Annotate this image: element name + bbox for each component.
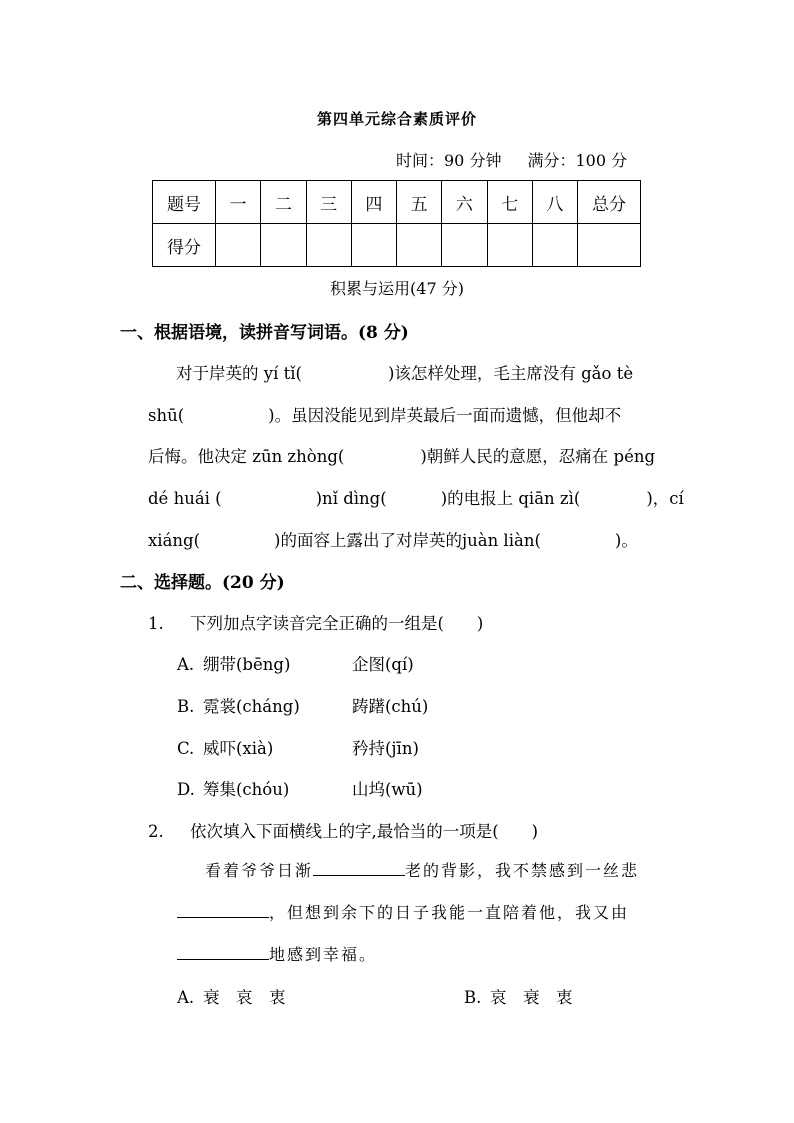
score-table-header-cell: 三 xyxy=(306,181,351,224)
passage-text: )。 xyxy=(614,531,638,550)
passage-text: )nǐ dìng( xyxy=(315,489,387,508)
passage-line-4 xyxy=(148,485,684,509)
option-word: 威吓(xià) xyxy=(203,739,274,758)
question-2 xyxy=(148,818,538,842)
q2-stem-line-1 xyxy=(205,858,639,881)
passage-text: )朝鲜人民的意愿，忍痛在 péng xyxy=(420,447,656,466)
option-label: D. xyxy=(177,780,195,799)
q2-option-a xyxy=(177,984,286,1008)
passage-text: xiáng( xyxy=(148,531,201,550)
question-number: 1. xyxy=(148,614,164,633)
score-table-header-cell: 八 xyxy=(532,181,577,224)
q2-option-b xyxy=(464,984,573,1008)
option-value: 衰 哀 衷 xyxy=(203,988,286,1007)
score-cell xyxy=(578,224,641,267)
option-b xyxy=(177,693,428,717)
option-d xyxy=(177,776,423,800)
score-table-score-row xyxy=(153,224,641,267)
passage-text: 对于岸英的 yí tǐ( xyxy=(176,364,302,383)
score-cell xyxy=(532,224,577,267)
option-value: 哀 衰 衷 xyxy=(490,988,573,1007)
score-row-label: 得分 xyxy=(153,224,216,267)
score-cell xyxy=(442,224,487,267)
full-score: 满分：100 分 xyxy=(527,151,628,170)
passage-text: )该怎样处理，毛主席没有 gǎo tè xyxy=(387,364,634,383)
question-text: 下列加点字读音完全正确的一组是( ) xyxy=(190,614,484,633)
score-table-header-cell: 五 xyxy=(397,181,442,224)
score-cell xyxy=(216,224,261,267)
section1-heading: 一、根据语境，读拼音写词语。(8 分) xyxy=(120,323,409,343)
q2-stem-line-2 xyxy=(177,900,629,923)
passage-text: )的电报上 qiān zì( xyxy=(440,489,581,508)
stem-text: 老的背影，我不禁感到一丝悲 xyxy=(405,861,640,880)
score-cell xyxy=(306,224,351,267)
option-word: 踌躇(chú) xyxy=(352,697,429,716)
score-table-header-cell: 六 xyxy=(442,181,487,224)
passage-line-2 xyxy=(148,402,621,426)
option-word: 绷带(bēng) xyxy=(203,655,291,674)
passage-text: 后悔。他决定 zūn zhòng( xyxy=(148,447,345,466)
passage-line-5 xyxy=(148,527,638,551)
option-label: A. xyxy=(177,655,195,674)
score-cell xyxy=(397,224,442,267)
score-table-header-cell: 总分 xyxy=(578,181,641,224)
score-cell xyxy=(487,224,532,267)
stem-text: ，但想到余下的日子我能一直陪着他，我又由 xyxy=(269,903,630,922)
question-number: 2. xyxy=(148,822,164,841)
score-table xyxy=(152,180,641,267)
passage-text: dé huái ( xyxy=(148,489,222,508)
option-a xyxy=(177,651,414,675)
passage-text: )的面容上露出了对岸英的juàn liàn( xyxy=(274,531,541,550)
passage-text: )，cí xyxy=(646,489,684,508)
fill-blank xyxy=(313,859,405,876)
score-table-header-cell: 二 xyxy=(261,181,306,224)
q2-stem-line-3 xyxy=(177,942,377,965)
part-title: 积累与运用(47 分) xyxy=(330,279,464,298)
passage-line-3 xyxy=(148,443,655,467)
page-title: 第四单元综合素质评价 xyxy=(316,110,477,128)
option-word: 矜持(jīn) xyxy=(352,739,419,758)
score-cell xyxy=(351,224,396,267)
option-word: 筹集(chóu) xyxy=(203,780,290,799)
score-table-header-cell: 题号 xyxy=(153,181,216,224)
option-c xyxy=(177,735,419,759)
fill-blank xyxy=(177,943,269,960)
option-label: C. xyxy=(177,739,195,758)
time-info xyxy=(396,148,627,171)
passage-text: shū( xyxy=(148,406,185,425)
option-label: B. xyxy=(464,988,482,1007)
section2-heading: 二、选择题。(20 分) xyxy=(120,573,285,593)
score-table-header-cell: 一 xyxy=(216,181,261,224)
option-label: B. xyxy=(177,697,195,716)
score-cell xyxy=(261,224,306,267)
passage-line-1 xyxy=(176,360,674,384)
stem-text: 看着爷爷日渐 xyxy=(205,861,314,880)
score-table-header-cell: 四 xyxy=(351,181,396,224)
fill-blank xyxy=(177,901,269,918)
option-word: 霓裳(cháng) xyxy=(203,697,300,716)
score-table-header-row xyxy=(153,181,641,224)
time-limit: 时间：90 分钟 xyxy=(396,151,502,170)
option-word: 山坞(wū) xyxy=(352,780,423,799)
passage-text: )。虽因没能见到岸英最后一面而遗憾，但他却不 xyxy=(268,406,622,425)
option-word: 企图(qí) xyxy=(352,655,414,674)
stem-text: 地感到幸福。 xyxy=(269,945,378,964)
option-label: A. xyxy=(177,988,195,1007)
score-table-header-cell: 七 xyxy=(487,181,532,224)
question-1 xyxy=(148,610,483,634)
question-text: 依次填入下面横线上的字,最恰当的一项是( ) xyxy=(190,822,539,841)
